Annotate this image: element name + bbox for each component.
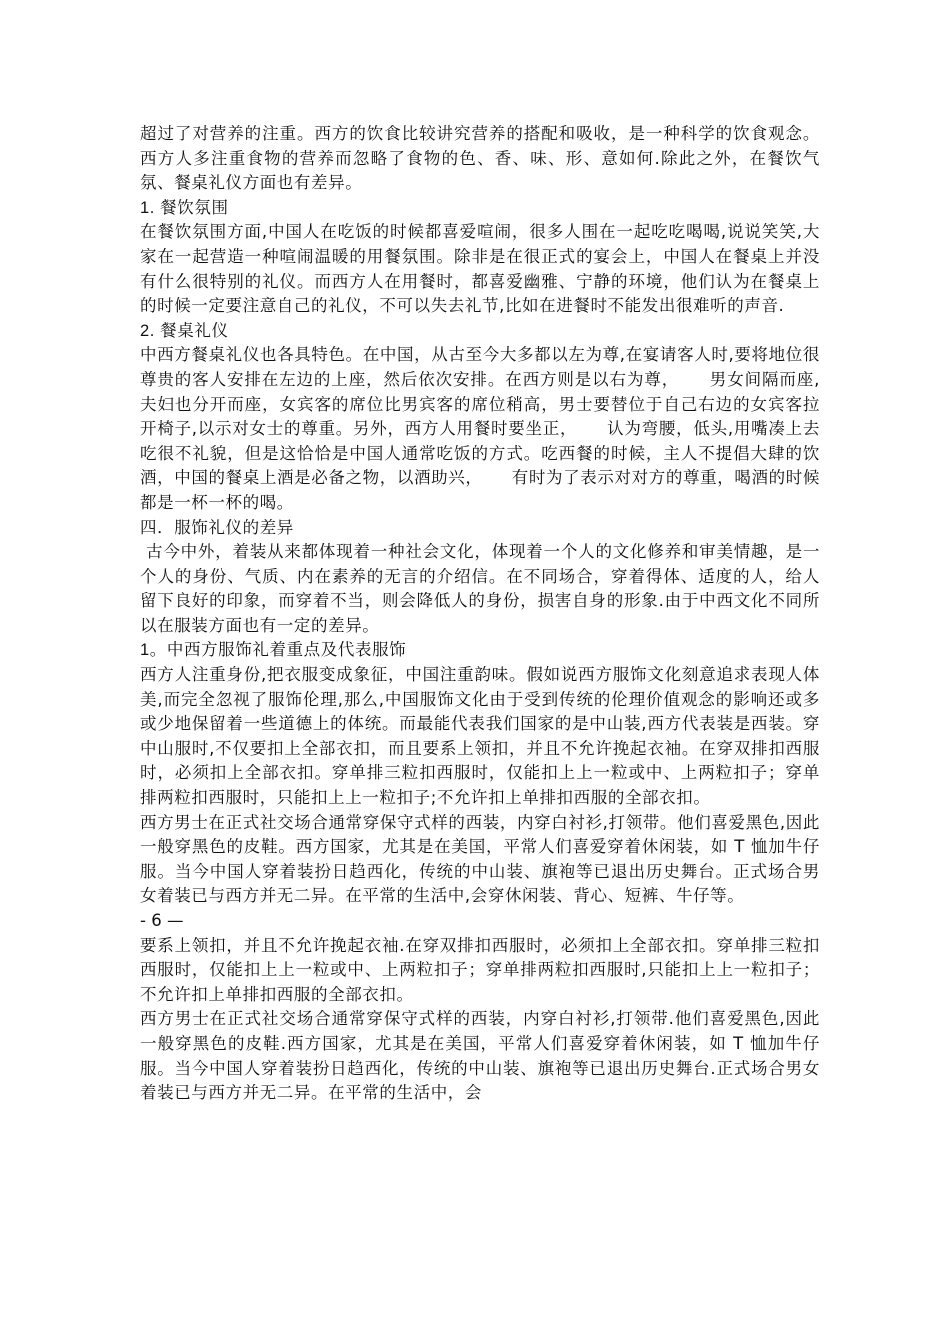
page-number: - 6 — (140, 911, 184, 930)
paragraph-western-men-suits: 西方男士在正式社交场合通常穿保守式样的西装，内穿白衬衫,打领带。他们喜爱黑色,因此一般穿黑色的皮鞋。西方国家，尤其是在美国，平常人们喜爱穿着休闲装，如 T 恤加牛仔服。当今中国人穿着装扮日趋西化，传统的中山装、旗袍等已退出历史舞台。正式场合男女着装已与西方并无二异。在平常的生活中,会穿休闲装、背心、短裤、牛仔等。 (140, 812, 820, 906)
paragraph-dining-atmosphere: 在餐饮氛围方面,中国人在吃饭的时候都喜爱喧闹，很多人围在一起吃吃喝喝,说说笑笑,大家在一起营造一种喧闹温暖的用餐氛围。除非是在很正式的宴会上，中国人在餐桌上并没有什么很特别的礼仪。而西方人在用餐时，都喜爱幽雅、宁静的环境，他们认为在餐桌上的时候一定要注意自己的礼仪，不可以失去礼节,比如在进餐时不能发出很难听的声音. (140, 222, 820, 316)
heading-table-etiquette: 2. 餐桌礼仪 (140, 321, 229, 340)
paragraph-collar-buttons: 要系上领扣，并且不允许挽起衣袖.在穿双排扣西服时，必须扣上全部衣扣。穿单排三粒扣西服时，仅能扣上上一粒或中、上两粒扣子；穿单排两粒扣西服时,只能扣上上一粒扣子；不允许扣上单排扣西服的全部衣扣。 (140, 935, 820, 1004)
heading-clothing-focus: 1。中西方服饰礼着重点及代表服饰 (140, 641, 407, 660)
paragraph-nutrition-concept: 超过了对营养的注重。西方的饮食比较讲究营养的搭配和吸收，是一种科学的饮食观念。西方人多注重食物的营养而忽略了食物的色、香、味、形、意如何.除此之外，在餐饮气氛、餐桌礼仪方面也有差异。 (140, 124, 820, 193)
heading-dining-atmosphere: 1. 餐饮氛围 (140, 198, 229, 217)
heading-clothing-etiquette: 四．服饰礼仪的差异 (140, 518, 294, 537)
paragraph-clothing-intro: 古今中外，着装从来都体现着一种社会文化，体现着一个人的文化修养和审美情趣，是一个人的身份、气质、内在素养的无言的介绍信。在不同场合，穿着得体、适度的人，给人留下良好的印象，而穿着不当，则会降低人的身份，损害自身的形象.由于中西文化不同所以在服装方面也有一定的差异。 (140, 542, 820, 635)
document-body (140, 122, 820, 1106)
paragraph-clothing-identity: 西方人注重身份,把衣服变成象征，中国注重韵味。假如说西方服饰文化刻意追求表现人体美,而完全忽视了服饰伦理,那么,中国服饰文化由于受到传统的伦理价值观念的影响还或多或少地保留着一些道德上的体统。而最能代表我们国家的是中山装,西方代表装是西装。穿中山服时,不仅要扣上全部衣扣，而且要系上领扣，并且不允许挽起衣袖。在穿双排扣西服时，必须扣上全部衣扣。穿单排三粒扣西服时，仅能扣上上一粒或中、上两粒扣子；穿单排两粒扣西服时，只能扣上上一粒扣子;不允许扣上单排扣西服的全部衣扣。 (140, 665, 820, 808)
paragraph-table-etiquette: 中西方餐桌礼仪也各具特色。在中国，从古至今大多都以左为尊,在宴请客人时,要将地位很尊贵的客人安排在左边的上座，然后依次安排。在西方则是以右为尊， 男女间隔而座,夫妇也分开而座，女宾客的席位比男宾客的席位稍高，男士要替位于自己右边的女宾客拉开椅子,以示对女士的尊重。另外，西方人用餐时要坐正， 认为弯腰，低头,用嘴凑上去吃很不礼貌，但是这恰恰是中国人通常吃饭的方式。吃西餐的时候，主人不提倡大肆的饮酒，中国的餐桌上酒是必备之物，以酒助兴， 有时为了表示对对方的尊重，喝酒的时候都是一杯一杯的喝。 (140, 345, 820, 512)
paragraph-western-men-suits-repeat: 西方男士在正式社交场合通常穿保守式样的西装，内穿白衬衫,打领带.他们喜爱黑色,因此一般穿黑色的皮鞋.西方国家，尤其是在美国，平常人们喜爱穿着休闲装，如 T 恤加牛仔服。当今中国人穿着装扮日趋西化，传统的中山装、旗袍等已退出历史舞台.正式场合男女着装已与西方并无二异。在平常的生活中，会 (140, 1009, 820, 1103)
